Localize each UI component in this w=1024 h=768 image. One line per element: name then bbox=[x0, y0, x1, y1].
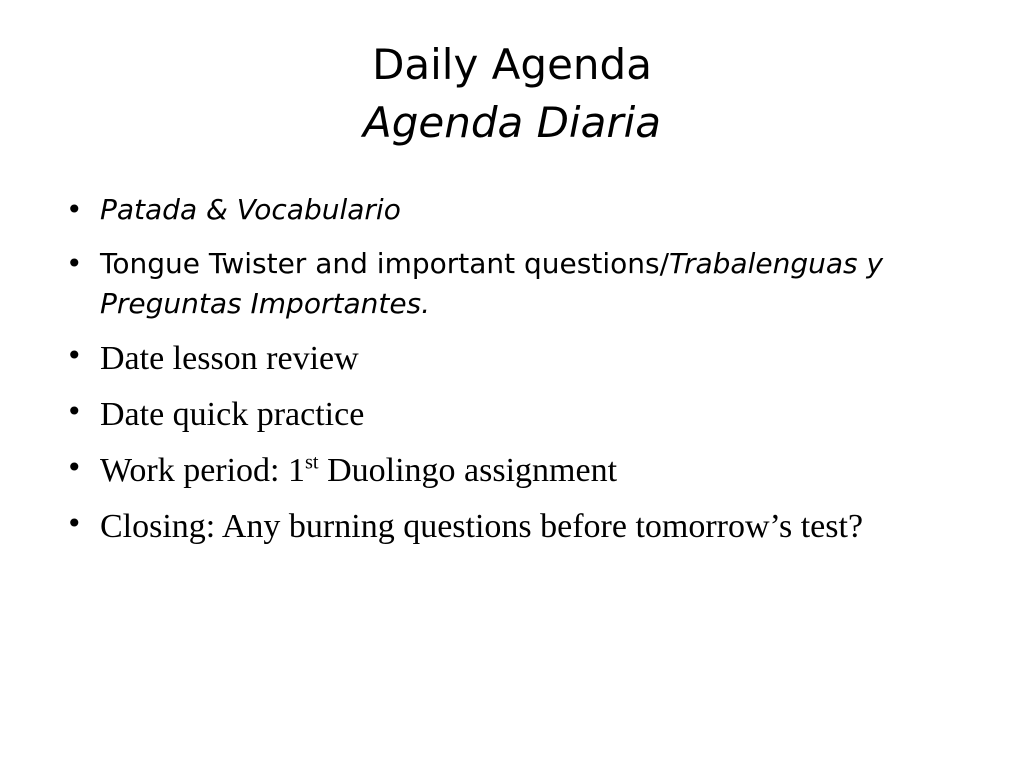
agenda-item-date-review bbox=[60, 336, 980, 382]
agenda-item-tongue-twister bbox=[60, 244, 980, 324]
title-english: Daily Agenda bbox=[372, 40, 652, 89]
bullet-icon: • bbox=[66, 339, 83, 372]
agenda-item-text: Tongue Twister and important questions/ bbox=[100, 247, 670, 280]
agenda-item-patada bbox=[60, 190, 980, 230]
agenda-list bbox=[60, 190, 980, 568]
work-period-text-a: Work period: 1 bbox=[100, 452, 305, 489]
agenda-item-work-period bbox=[60, 448, 980, 494]
work-period-superscript: st bbox=[305, 451, 319, 474]
bullet-icon: • bbox=[66, 507, 83, 540]
title-spanish: Agenda Diaria bbox=[362, 98, 662, 147]
bullet-icon: • bbox=[66, 247, 83, 280]
bullet-icon: • bbox=[66, 395, 83, 428]
bullet-icon: • bbox=[66, 451, 83, 484]
agenda-item-text: Closing: Any burning questions before tomorrow’s test? bbox=[100, 508, 864, 545]
bullet-icon: • bbox=[66, 193, 83, 226]
agenda-item-text: Date lesson review bbox=[100, 340, 359, 377]
slide-title bbox=[0, 36, 1024, 152]
agenda-item-text-italic: Trabalenguas y Preguntas Importantes. bbox=[100, 247, 884, 320]
work-period-text-b: Duolingo assignment bbox=[318, 452, 618, 489]
agenda-item-closing bbox=[60, 504, 980, 550]
agenda-item-text: Date quick practice bbox=[100, 396, 365, 433]
agenda-item-text bbox=[100, 452, 617, 489]
agenda-item-date-practice bbox=[60, 392, 980, 438]
agenda-item-text: Patada & Vocabulario bbox=[100, 193, 401, 226]
